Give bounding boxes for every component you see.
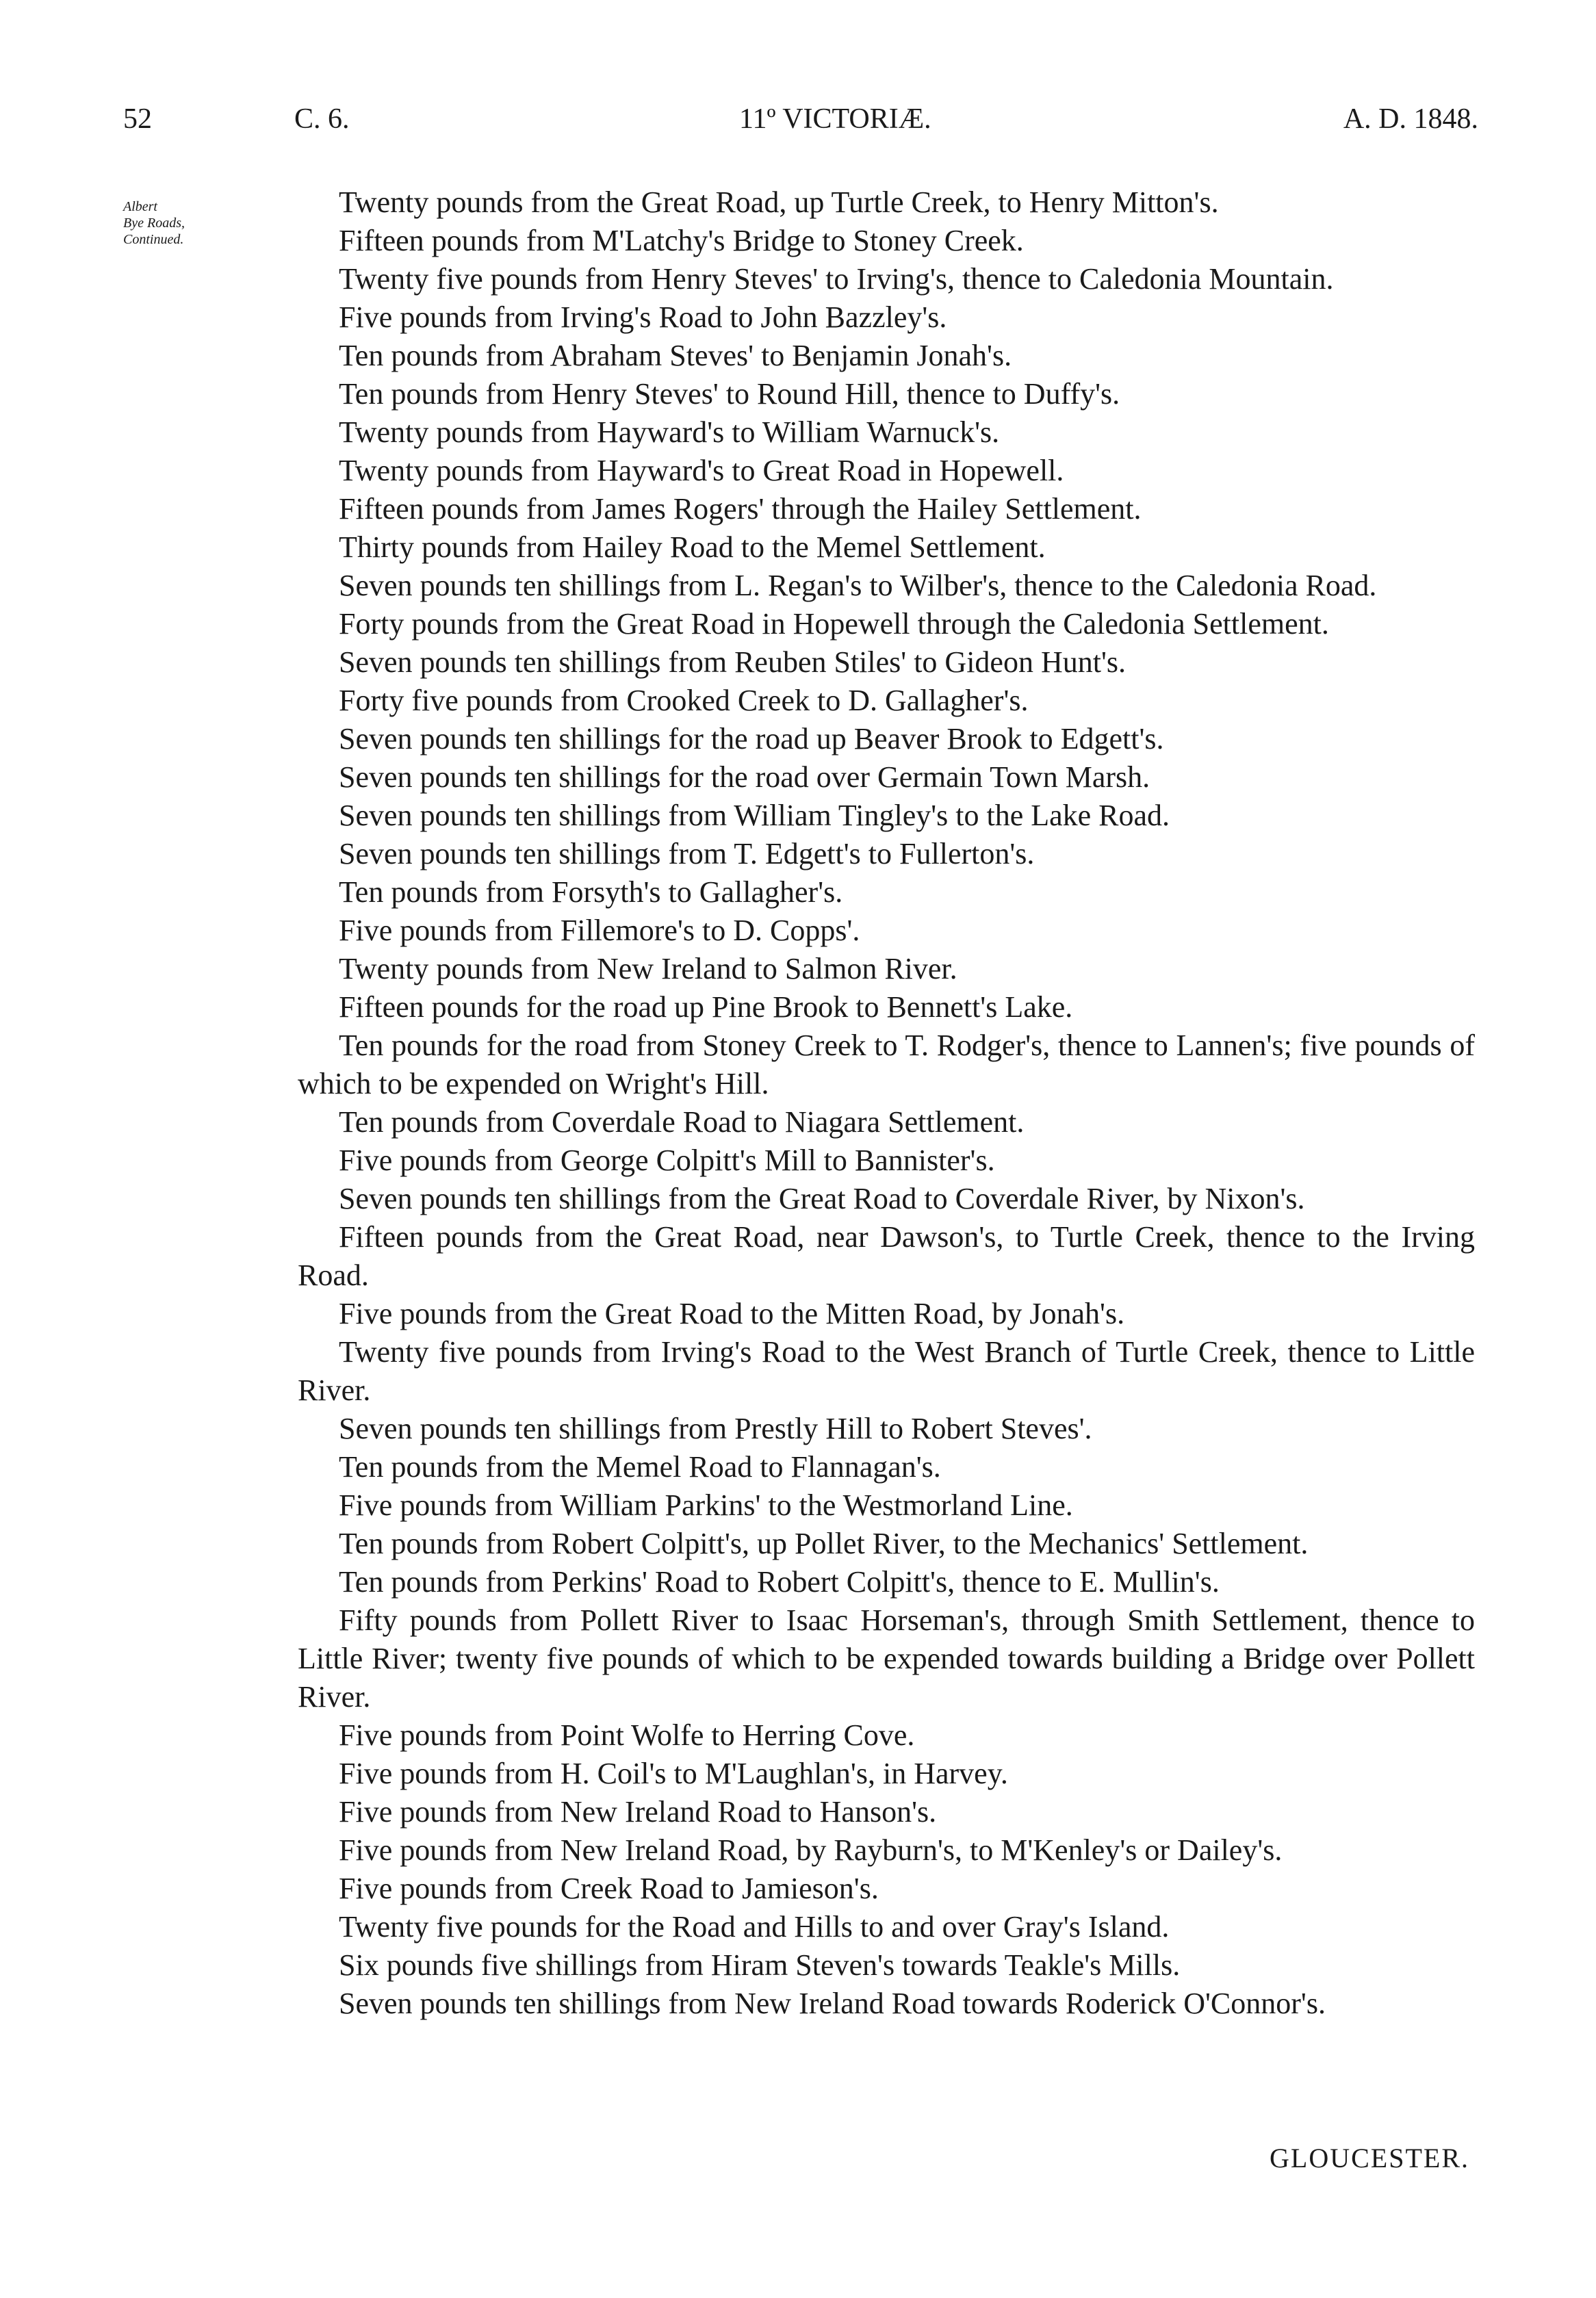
regnal-year: 11º VICTORIÆ. xyxy=(739,103,931,135)
list-item: Fifteen pounds from the Great Road, near Dawson's, to Turtle Creek, thence to the Irving Road. xyxy=(298,1220,1475,1292)
list-item: Five pounds from William Parkins' to the Westmorland Line. xyxy=(339,1488,1073,1522)
list-item: Ten pounds from Forsyth's to Gallagher's. xyxy=(339,875,843,909)
list-item: Ten pounds from Abraham Steves' to Benjamin Jonah's. xyxy=(339,339,1012,372)
list-item: Five pounds from Fillemore's to D. Copps'. xyxy=(339,914,860,947)
list-item: Five pounds from George Colpitt's Mill to Bannister's. xyxy=(339,1144,995,1177)
list-item: Thirty pounds from Hailey Road to the Memel Settlement. xyxy=(339,530,1046,564)
list-item: Twenty five pounds from Henry Steves' to Irving's, thence to Caledonia Mountain. xyxy=(339,262,1334,296)
list-item: Five pounds from Point Wolfe to Herring Cove. xyxy=(339,1718,915,1752)
list-item: Seven pounds ten shillings from T. Edgett's to Fullerton's. xyxy=(339,837,1035,870)
list-item: Seven pounds ten shillings from New Ireland Road towards Roderick O'Connor's. xyxy=(339,1987,1326,2020)
list-item: Fifteen pounds for the road up Pine Brook to Bennett's Lake. xyxy=(339,990,1073,1024)
list-item: Five pounds from H. Coil's to M'Laughlan's, in Harvey. xyxy=(339,1757,1008,1790)
page-header xyxy=(123,103,1478,151)
list-item: Five pounds from New Ireland Road to Hanson's. xyxy=(339,1795,937,1829)
margin-note xyxy=(123,198,233,248)
list-item: Five pounds from Irving's Road to John Bazzley's. xyxy=(339,300,947,334)
list-item: Seven pounds ten shillings from L. Regan's to Wilber's, thence to the Caledonia Road. xyxy=(339,569,1377,602)
list-item: Forty five pounds from Crooked Creek to D. Gallagher's. xyxy=(339,684,1029,717)
margin-note-line: Continued. xyxy=(123,232,184,247)
list-item: Twenty pounds from Hayward's to Great Road in Hopewell. xyxy=(339,454,1064,487)
list-item: Fifteen pounds from M'Latchy's Bridge to Stoney Creek. xyxy=(339,224,1024,257)
list-item: Ten pounds from Henry Steves' to Round Hill, thence to Duffy's. xyxy=(339,377,1120,411)
list-item: Ten pounds for the road from Stoney Creek to T. Rodger's, thence to Lannen's; five pounds of which to be expended on Wright's Hill. xyxy=(298,1029,1475,1100)
list-item: Ten pounds from Perkins' Road to Robert Colpitt's, thence to E. Mullin's. xyxy=(339,1565,1220,1599)
list-item: Five pounds from Creek Road to Jamieson's. xyxy=(339,1872,879,1905)
list-item: Seven pounds ten shillings from the Great Road to Coverdale River, by Nixon's. xyxy=(339,1182,1305,1215)
list-item: Twenty five pounds for the Road and Hills to and over Gray's Island. xyxy=(339,1910,1170,1944)
list-item: Ten pounds from Coverdale Road to Niagara Settlement. xyxy=(339,1105,1025,1139)
margin-note-line: Bye Roads, xyxy=(123,216,185,231)
list-item: Twenty pounds from the Great Road, up Turtle Creek, to Henry Mitton's. xyxy=(339,185,1219,219)
list-item: Ten pounds from the Memel Road to Flannagan's. xyxy=(339,1450,941,1484)
margin-note-line: Albert xyxy=(123,199,157,214)
list-item: Fifteen pounds from James Rogers' through the Hailey Settlement. xyxy=(339,492,1142,526)
list-item: Seven pounds ten shillings from Reuben Stiles' to Gideon Hunt's. xyxy=(339,645,1127,679)
list-item: Twenty five pounds from Irving's Road to the West Branch of Turtle Creek, thence to Little River. xyxy=(298,1335,1475,1407)
list-item: Seven pounds ten shillings from Prestly Hill to Robert Steves'. xyxy=(339,1412,1092,1445)
list-item: Twenty pounds from New Ireland to Salmon River. xyxy=(339,952,957,985)
page-number: 52 xyxy=(123,103,152,135)
appropriation-list xyxy=(298,183,1475,2023)
chapter-number: C. 6. xyxy=(294,103,350,135)
list-item: Seven pounds ten shillings for the road over Germain Town Marsh. xyxy=(339,760,1150,794)
list-item: Seven pounds ten shillings for the road up Beaver Brook to Edgett's. xyxy=(339,722,1164,756)
list-item: Five pounds from the Great Road to the Mitten Road, by Jonah's. xyxy=(339,1297,1125,1330)
list-item: Fifty pounds from Pollett River to Isaac Horseman's, through Smith Settlement, thence to Little River; twenty five pounds of which to be expended towards building a Bridge over Pollett River. xyxy=(298,1603,1475,1714)
county-heading: GLOUCESTER. xyxy=(1270,2143,1469,2173)
list-item: Twenty pounds from Hayward's to William Warnuck's. xyxy=(339,415,1000,449)
list-item: Six pounds five shillings from Hiram Steven's towards Teakle's Mills. xyxy=(339,1948,1181,1982)
list-item: Ten pounds from Robert Colpitt's, up Pollet River, to the Mechanics' Settlement. xyxy=(339,1527,1309,1560)
list-item: Forty pounds from the Great Road in Hopewell through the Caledonia Settlement. xyxy=(339,607,1329,641)
list-item: Five pounds from New Ireland Road, by Rayburn's, to M'Kenley's or Dailey's. xyxy=(339,1833,1283,1867)
year-label: A. D. 1848. xyxy=(1343,103,1478,135)
list-item: Seven pounds ten shillings from William Tingley's to the Lake Road. xyxy=(339,799,1170,832)
